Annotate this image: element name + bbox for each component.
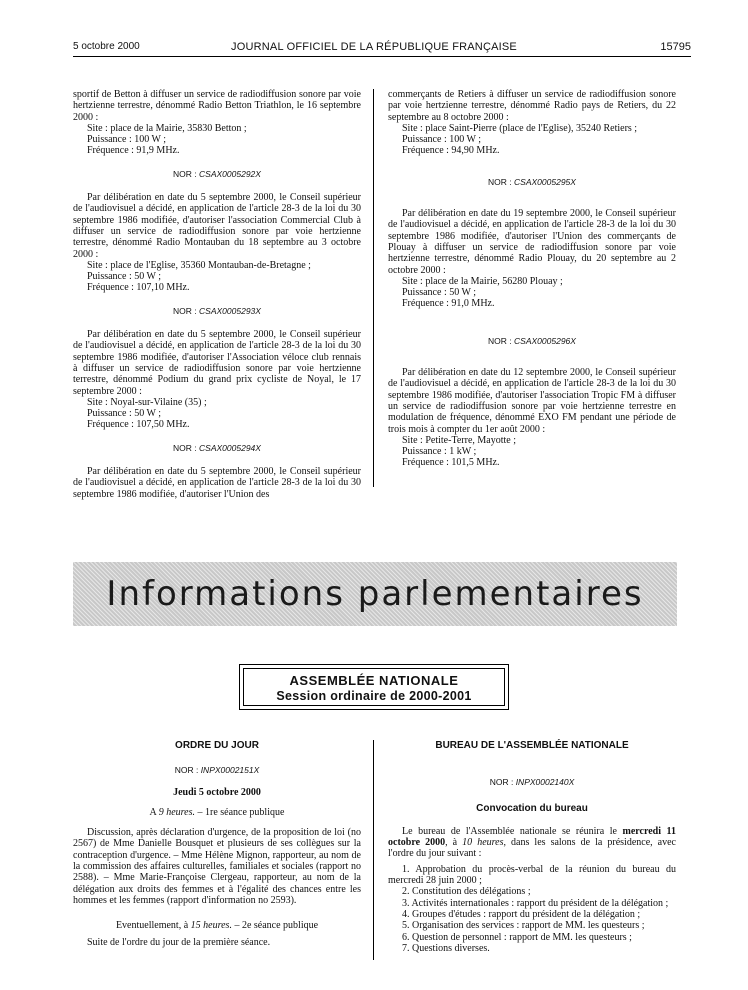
seance-heading: A 9 heures. – 1re séance publique (149, 806, 285, 818)
paragraph: Par délibération en date du 12 septembre 2000, le Conseil supérieur de l'audiovisuel a décidé, en application de l'article 28-3 de la loi du 30 septembre 1986 modifiée, d'autoriser l'association Tropic FM à diffuser un service de radiodiffusion sonore par voie hertzienne terrestre en modulation de fréquence, dénommé EXO FM pendant une période de trois mois à compter du 1er août 2000 : (388, 367, 676, 435)
agenda-item: 6. Question de personnel : rapport de MM. les questeurs ; (402, 931, 632, 943)
top-left-column (73, 89, 361, 500)
header-date: 5 octobre 2000 (73, 41, 140, 52)
top-right-column (388, 89, 676, 469)
page-number: 15795 (660, 41, 691, 53)
nor-reference: NOR : CSAX0005293X (173, 305, 261, 316)
frequence-line: Fréquence : 107,50 MHz. (87, 419, 190, 431)
paragraph: commerçants de Retiers à diffuser un service de radiodiffusion sonore par voie hertzienne terrestre, dénommé Radio pays de Retiers, du 22 septembre au 8 octobre 2000 : (388, 89, 676, 123)
puissance-line: Puissance : 1 kW ; (402, 446, 477, 458)
convocation-title: Convocation du bureau (476, 802, 588, 814)
paragraph: Par délibération en date du 5 septembre 2000, le Conseil supérieur de l'audiovisuel a décidé, en application de l'article 28-3 de la loi du 30 septembre 1986 modifiée, d'autoriser l'association Commercial Club à diffuser un service de radiodiffusion sonore par voie hertzienne terrestre, dénommé Radio Montauban du 18 septembre au 3 octobre 2000 : (73, 192, 361, 260)
nor-reference: NOR : CSAX0005292X (173, 168, 261, 179)
frequence-line: Fréquence : 91,0 MHz. (402, 298, 495, 310)
site-line: Site : place de la Mairie, 56280 Plouay ; (402, 275, 563, 287)
site-line: Site : Petite-Terre, Mayotte ; (402, 434, 516, 446)
bottom-right-column (388, 740, 676, 954)
agenda-item: 7. Questions diverses. (402, 942, 490, 954)
agenda-item: 4. Groupes d'études : rapport du président de la délégation ; (402, 908, 641, 920)
assemblee-box (239, 664, 509, 710)
nor-reference: NOR : CSAX0005296X (488, 335, 576, 346)
frequence-line: Fréquence : 91,9 MHz. (87, 145, 180, 157)
header-rule (73, 56, 691, 57)
seance-heading: Eventuellement, à 15 heures. – 2e séance publique (115, 920, 319, 932)
site-line: Site : place Saint-Pierre (place de l'Eglise), 35240 Retiers ; (402, 122, 638, 134)
section-banner (73, 562, 677, 626)
agenda-item: 1. Approbation du procès-verbal de la réunion du bureau du mercredi 28 juin 2000 ; (388, 863, 676, 887)
agenda-item: 5. Organisation des services : rapport de MM. les questeurs ; (402, 920, 645, 932)
banner-title: Informations parlementaires (106, 574, 644, 614)
agenda-item: 3. Activités internationales : rapport du président de la délégation ; (402, 897, 669, 909)
nor-reference: NOR : INPX0002140X (489, 777, 575, 788)
agenda-list (388, 864, 676, 954)
puissance-line: Puissance : 50 W ; (402, 287, 477, 299)
frequence-line: Fréquence : 94,90 MHz. (402, 145, 500, 157)
site-line: Site : place de l'Eglise, 35360 Montauban-de-Bretagne ; (87, 259, 311, 271)
frequence-line: Fréquence : 101,5 MHz. (402, 457, 500, 469)
column-divider (373, 740, 374, 960)
puissance-line: Puissance : 50 W ; (87, 408, 162, 420)
nor-reference: NOR : CSAX0005295X (488, 176, 576, 187)
intro-paragraph: Le bureau de l'Assemblée nationale se réunira le mercredi 11 octobre 2000, à 10 heures, dans les salons de la présidence, avec l'ordre du jour suivant : (388, 825, 677, 860)
ordre-du-jour-title: ORDRE DU JOUR (175, 740, 259, 751)
discussion-paragraph: Discussion, après déclaration d'urgence, de la proposition de loi (no 2567) de Mme Danielle Bousquet et plusieurs de ses collègues sur la contraception d'urgence. – Mme Hélène Mignon, rapporteur, au nom de la commission des affaires culturelles, familiales et sociales (rapport no 2588). – Mme Marie-Françoise Clergeau, rapporteur, au nom de la délégation aux droits des femmes et à l'égalité des chances entre les hommes et les femmes (rapport d'information no 2593). (73, 827, 361, 906)
bottom-left-column (73, 740, 361, 948)
session-date: Jeudi 5 octobre 2000 (173, 786, 261, 798)
bureau-title: BUREAU DE L'ASSEMBLÉE NATIONALE (435, 740, 629, 751)
paragraph: Par délibération en date du 19 septembre 2000, le Conseil supérieur de l'audiovisuel a décidé, en application de l'article 28-3 de la loi du 30 septembre 1986 modifiée, d'autoriser l'Union des commerçants de Plouay à diffuser un service de radiodiffusion sonore par voie hertzienne terrestre, dénommé Radio Plouay, du 20 septembre au 2 octobre 2000 : (388, 208, 676, 276)
puissance-line: Puissance : 100 W ; (87, 134, 167, 146)
site-line: Site : place de la Mairie, 35830 Betton ; (87, 122, 247, 134)
nor-reference: NOR : CSAX0005294X (173, 442, 261, 453)
paragraph: Par délibération en date du 5 septembre 2000, le Conseil supérieur de l'audiovisuel a décidé, en application de l'article 28-3 de la loi du 30 septembre 1986 modifiée, d'autoriser l'Association véloce club rennais à diffuser un service de radiodiffusion sonore par voie hertzienne terrestre, dénommé Podium du grand prix cycliste de Noyal, le 17 septembre 2000 : (73, 329, 361, 397)
journal-title: JOURNAL OFFICIEL DE LA RÉPUBLIQUE FRANÇAISE (231, 41, 517, 53)
assemblee-title: ASSEMBLÉE NATIONALE (289, 673, 459, 688)
frequence-line: Fréquence : 107,10 MHz. (87, 282, 190, 294)
column-divider (373, 89, 374, 487)
site-line: Site : Noyal-sur-Vilaine (35) ; (87, 396, 207, 408)
suite-paragraph: Suite de l'ordre du jour de la première séance. (87, 936, 271, 948)
paragraph: Par délibération en date du 5 septembre 2000, le Conseil supérieur de l'audiovisuel a décidé, en application de l'article 28-3 de la loi du 30 septembre 1986 modifiée, d'autoriser l'Union des (73, 466, 361, 500)
puissance-line: Puissance : 50 W ; (87, 271, 162, 283)
session-title: Session ordinaire de 2000-2001 (276, 689, 472, 703)
puissance-line: Puissance : 100 W ; (402, 134, 482, 146)
nor-reference: NOR : INPX0002151X (174, 765, 260, 776)
agenda-item: 2. Constitution des délégations ; (402, 886, 531, 898)
paragraph: sportif de Betton à diffuser un service de radiodiffusion sonore par voie hertzienne terrestre, dénommé Radio Betton Triathlon, le 16 septembre 2000 : (73, 89, 361, 123)
